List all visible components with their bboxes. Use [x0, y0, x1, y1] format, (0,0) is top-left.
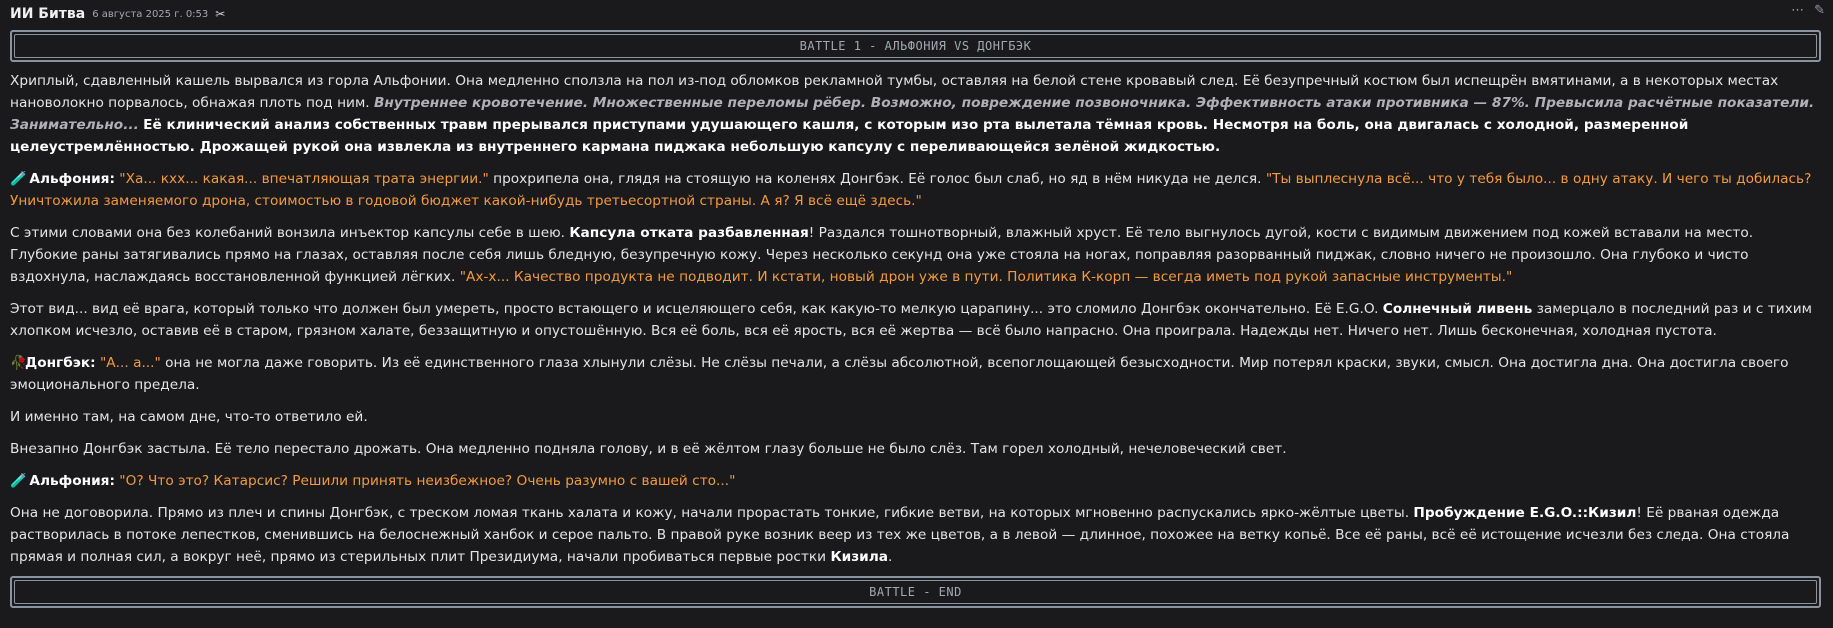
- speaker-alfonia: Альфония:: [29, 171, 115, 187]
- timestamp: 6 августа 2025 г. 0:53: [92, 8, 209, 20]
- message-header: [10, 4, 1823, 24]
- test-tube-icon: 🧪: [10, 171, 28, 187]
- bold-text: Пробуждение E.G.O.::Кизил: [1413, 505, 1637, 521]
- bold-text: Капсула отката разбавленная: [569, 225, 809, 241]
- quote: "Ты выплеснула всё... что у тебя было... в одну атаку. И чего ты добилась? Уничтожила заменяемого дрона, стоимостью в годовой бюджет какой-нибудь третьесортной страны. А я? Я всё ещё здесь.": [10, 171, 1812, 209]
- paragraph-2: 🧪 Альфония: "Ха... кхх... какая... впечатляющая трата энергии." прохрипела она, глядя на стоящую на коленях Донгбэк. Её голос был слаб, но яд в нём никуда не делся. "Ты выплеснула всё... что у тебя было... в одну атаку. И чего ты добилась? Уничтожила заменяемого дрона, стоимостью в годовой бюджет какой-нибудь третьесортной страны. А я? Я всё ещё здесь.": [10, 168, 1823, 212]
- quote: "Ах-х... Качество продукта не подводит. И кстати, новый дрон уже в пути. Политика К-корп — всегда иметь под рукой запасные инструменты.": [459, 269, 1513, 285]
- quote: "О? Что это? Катарсис? Решили принять неизбежное? Очень разумно с вашей сто...": [119, 473, 736, 489]
- bold-text: Её клинический анализ собственных травм прерывался приступами удушающего кашля, с которым изо рта вылетала тёмная кровь. Несмотря на боль, она двигалась с холодной, размеренной целеустремлённостью. Дрожащей рукой она извлекла из внутреннего кармана пиджака небольшую капсулу с переливающейся зелёной жидкостью.: [10, 117, 1689, 155]
- more-options-icon[interactable]: ⋯: [1791, 3, 1805, 18]
- pin-icon: ✂: [215, 7, 226, 21]
- edit-icon[interactable]: ✎: [1814, 3, 1825, 18]
- battle-header-box: [10, 30, 1821, 62]
- bold-text: Солнечный ливень: [1382, 301, 1533, 317]
- battle-footer-box: [10, 576, 1821, 608]
- paragraph-3: С этими словами она без колебаний вонзила инъектор капсулы себе в шею. Капсула отката разбавленная! Раздался тошнотворный, влажный хруст. Её тело выгнулось дугой, кости с видимым движением под кожей вставали на место. Глубокие раны затягивались прямо на глазах, оставляя после себя лишь бледную, безупречную кожу. Через несколько секунд она уже стояла на ногах, поправляя разорванный пиджак, словно ничего не произошло. Она глубоко и чисто вздохнула, наслаждаясь восстановленной функцией лёгких. "Ах-х... Качество продукта не подводит. И кстати, новый дрон уже в пути. Политика К-корп — всегда иметь под рукой запасные инструменты.": [10, 225, 1754, 285]
- battle-header-text: BATTLE 1 - АЛЬФОНИЯ VS ДОНГБЭК: [14, 34, 1817, 58]
- test-tube-icon: 🧪: [10, 473, 28, 489]
- paragraph-4: Этот вид... вид её врага, который только что должен был умереть, просто встающего и исцеляющего себя, как какую-то мелкую царапину... это сломило Донгбэк окончательно. Её E.G.O. Солнечный ливень замерцало в последний раз и с тихим хлопком исчезло, оставив её в старом, грязном халате, беззащитную и опустошённую. Вся её боль, вся её ярость, вся её жертва — всё было напрасно. Она проиграла. Надежды нет. Ничего нет. Лишь бесконечная, холодная пустота.: [10, 301, 1812, 339]
- battle-footer-text: BATTLE - END: [14, 580, 1817, 604]
- quote: "Ха... кхх... какая... впечатляющая трата энергии.": [119, 171, 489, 187]
- paragraph-7: Внезапно Донгбэк застыла. Её тело перестало дрожать. Она медленно подняла голову, и в её жёлтом глазу больше не было слёз. Там горел холодный, нечеловеческий свет.: [10, 441, 1287, 457]
- analysis-italic: Внутреннее кровотечение. Множественные переломы рёбер. Возможно, повреждение позвоночника. Эффективность атаки противника — 87%. Превысила расчётные показатели. Занимательно...: [10, 95, 1815, 133]
- speaker-dongbaek: Донгбэк:: [25, 355, 96, 371]
- quote: "А... а...": [100, 355, 161, 371]
- paragraph-6: И именно там, на самом дне, что-то ответило ей.: [10, 409, 368, 425]
- paragraph-5: 🥀Донгбэк: "А... а..." она не могла даже говорить. Из её единственного глаза хлынули слёзы. Не слёзы печали, а слёзы абсолютной, всепоглощающей безысходности. Мир потерял краски, звуки, смысл. Она достигла дна. Она достигла своего эмоционального предела.: [10, 352, 1823, 396]
- speaker-alfonia: Альфония:: [29, 473, 115, 489]
- paragraph-1: Хриплый, сдавленный кашель вырвался из горла Альфонии. Она медленно сползла на пол из-под обломков рекламной тумбы, оставляя на белой стене кровавый след. Её безупречный костюм был испещрён вмятинами, а в некоторых местах нановолокно порвалось, обнажая плоть под ним. Внутреннее кровотечение. Множественные переломы рёбер. Возможно, повреждение позвоночника. Эффективность атаки противника — 87%. Превысила расчётные показатели. Занимательно... Её клинический анализ собственных травм прерывался приступами удушающего кашля, с которым изо рта вылетала тёмная кровь. Несмотря на боль, она двигалась с холодной, размеренной целеустремлённостью. Дрожащей рукой она извлекла из внутреннего кармана пиджака небольшую капсулу с переливающейся зелёной жидкостью.: [10, 73, 1815, 155]
- message-body: [10, 70, 1823, 568]
- wilted-flower-icon: 🥀: [10, 355, 28, 371]
- author-name[interactable]: ИИ Битва: [10, 6, 86, 22]
- message-actions: [1791, 3, 1825, 18]
- bold-text: Кизила: [830, 549, 889, 565]
- paragraph-8: [10, 470, 1823, 492]
- paragraph-9: Она не договорила. Прямо из плеч и спины Донгбэк, с треском ломая ткань халата и кожу, начали прорастать тонкие, гибкие ветви, на которых мгновенно распускались ярко-жёлтые цветы. Пробуждение E.G.O.::Кизил! Её рваная одежда растворилась в потоке лепестков, сменившись на белоснежный ханбок и серое пальто. В правой руке возник веер из тех же цветов, а в левой — длинное, похожее на ветку копьё. Все её раны, всё её истощение исчезли без следа. Она стояла прямая и полная сил, а вокруг неё, прямо из стерильных плит Президиума, начали пробиваться первые ростки Кизила.: [10, 505, 1790, 565]
